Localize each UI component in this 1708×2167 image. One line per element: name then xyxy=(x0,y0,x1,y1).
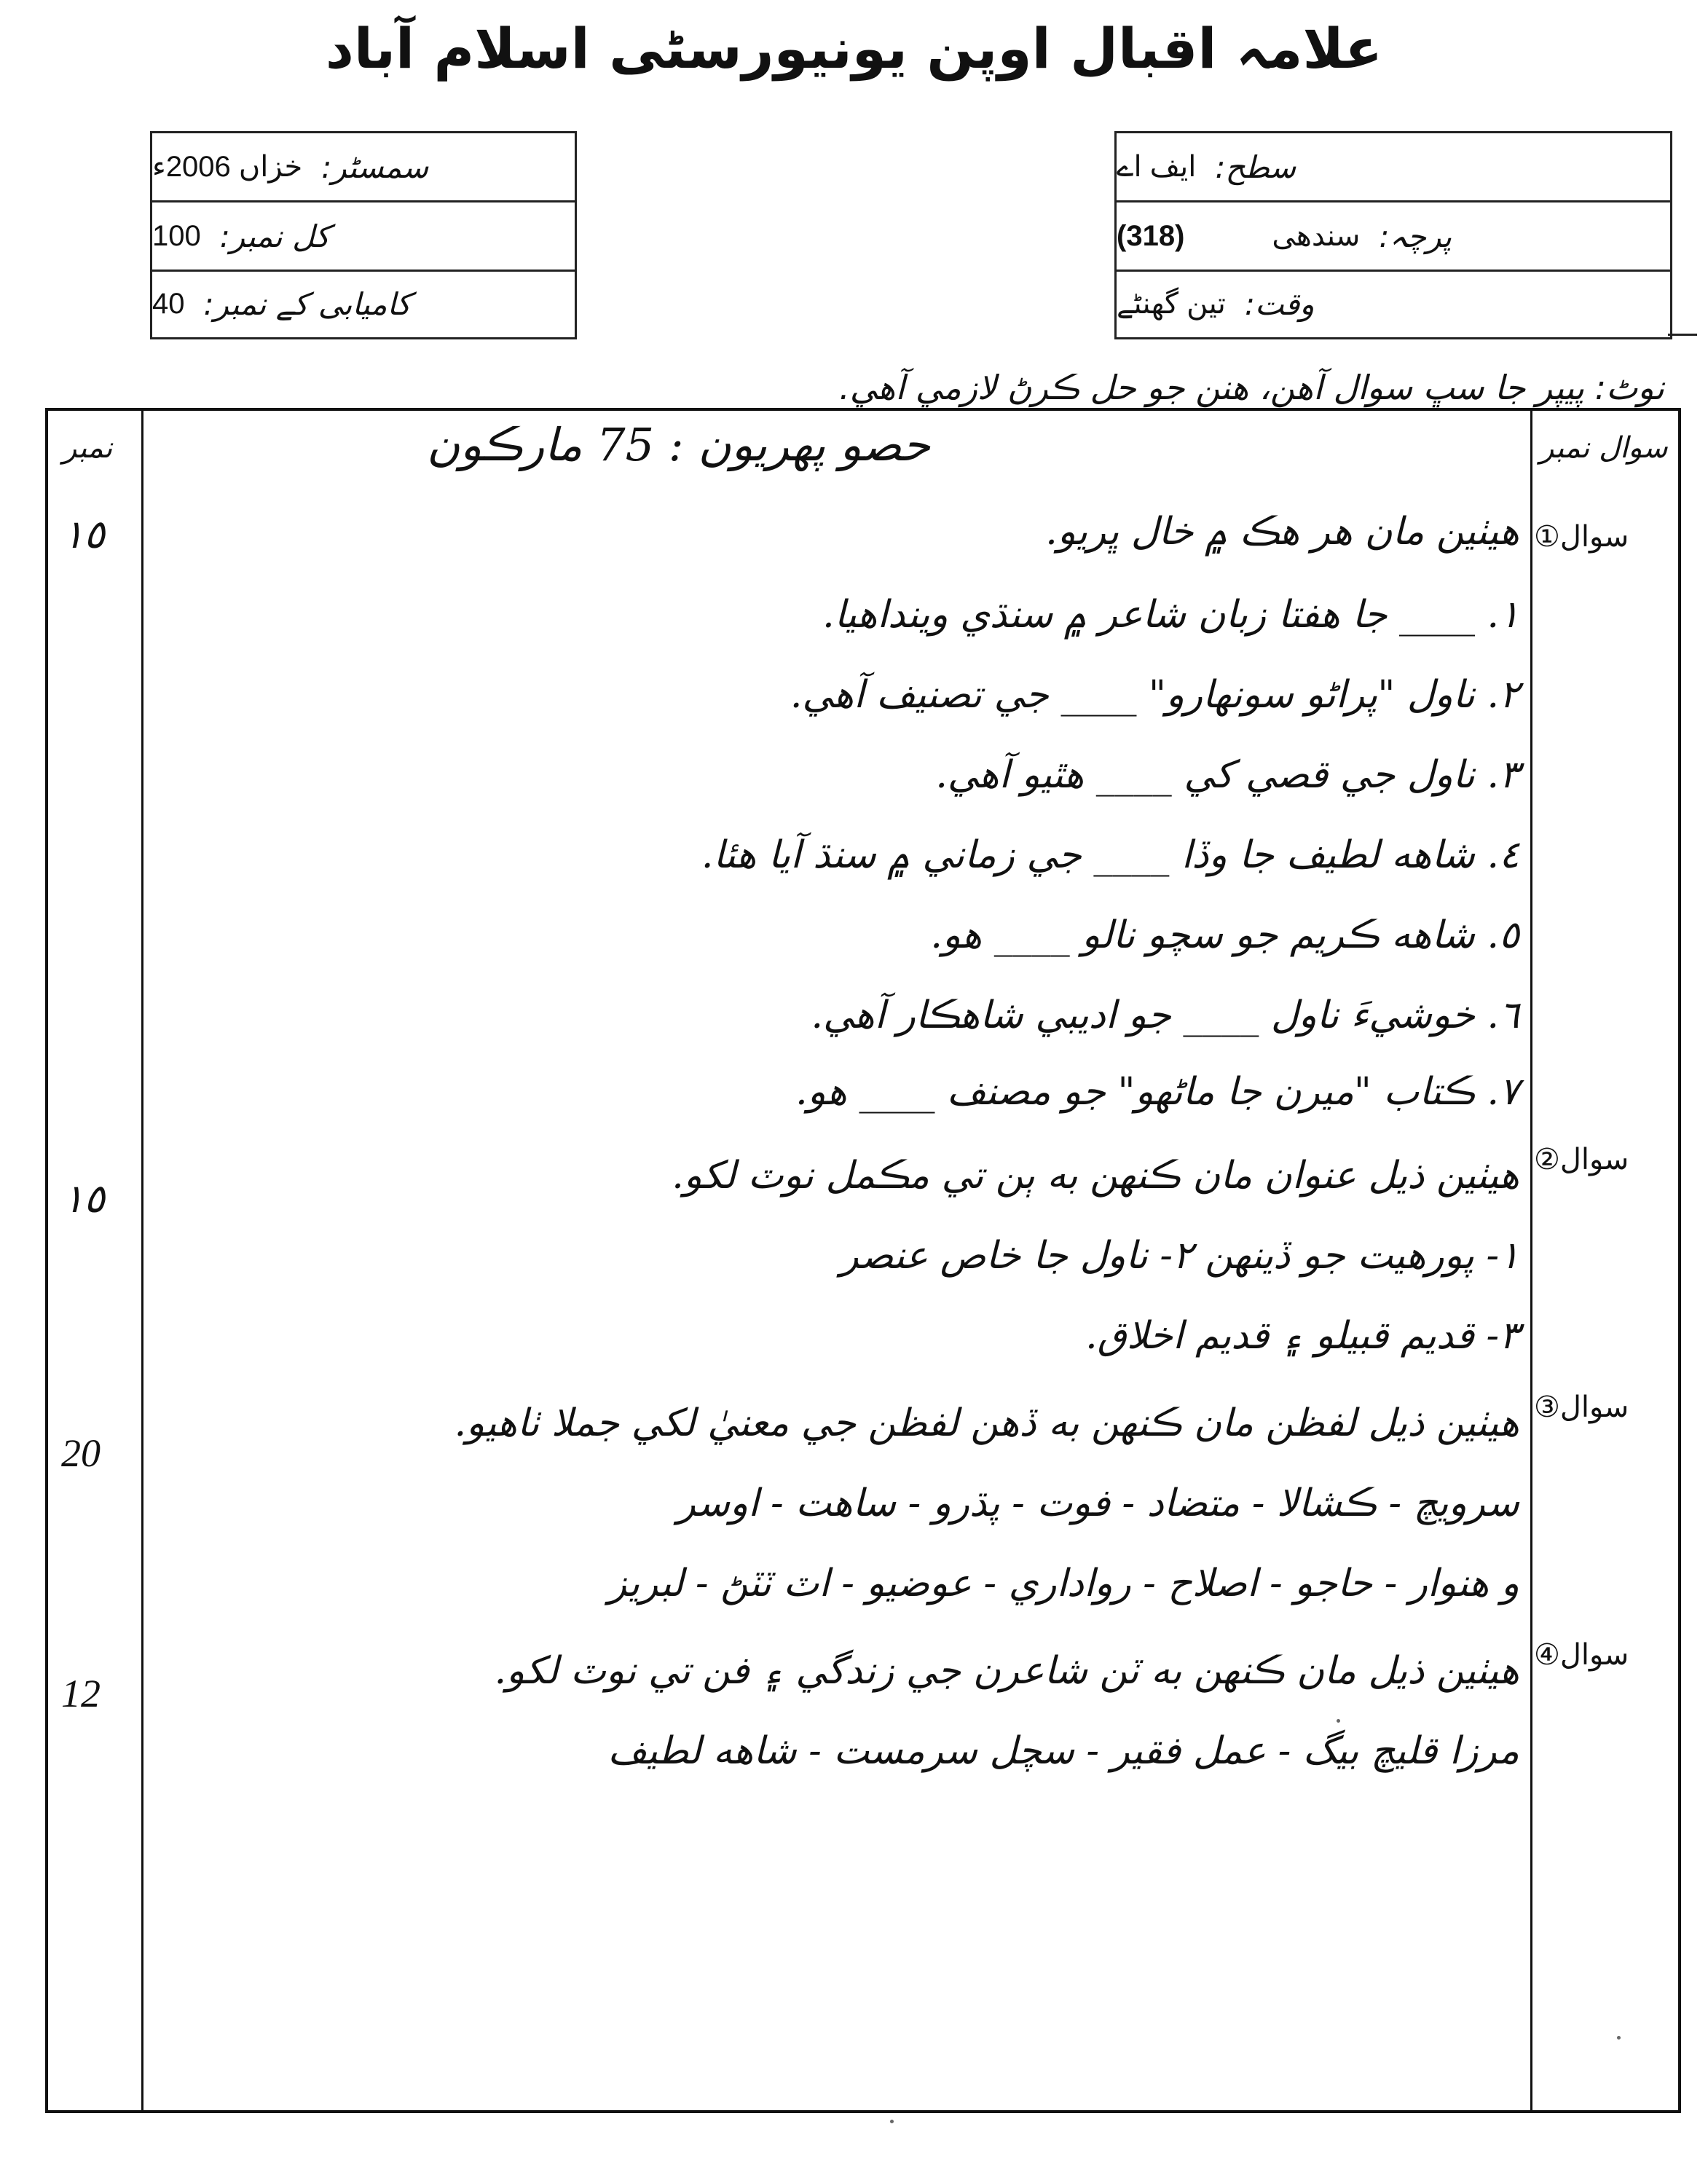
pass-marks-value: 40 xyxy=(152,287,185,320)
exam-info-box-left xyxy=(150,131,577,339)
time-row xyxy=(1117,272,1670,336)
q3-words-1: سرويچ - ڪشالا - متضاد - فوت - پڌرو - ساهت - اوسر xyxy=(677,1482,1519,1525)
question-4-label: سوال④ xyxy=(1534,1638,1629,1672)
q1-item-3: ٣. ناول جي قصي کي ____ هٿيو آهي. xyxy=(935,753,1519,797)
paper-value: سندھی xyxy=(1272,220,1361,252)
pass-marks-row xyxy=(152,272,575,336)
section-title: حصو پهريون : 75 مارڪون xyxy=(427,418,931,471)
question-column-header: سوال نمبر xyxy=(1540,431,1668,465)
questions-table xyxy=(45,408,1681,2113)
total-marks-row xyxy=(152,202,575,270)
time-label: وقت: xyxy=(1244,286,1315,322)
paper-label: پرچہ: xyxy=(1379,218,1452,254)
paper-row xyxy=(1117,202,1670,270)
level-row xyxy=(1117,133,1670,200)
q1-item-5: ٥. شاهه ڪريم جو سچو نالو ____ هو. xyxy=(930,913,1519,957)
semester-value: خزاں 2006ء xyxy=(152,151,303,183)
total-marks-value: 100 xyxy=(152,219,201,252)
paper-code: (318) xyxy=(1117,219,1185,252)
q4-poets: مرزا قليچ بيگ - عمل فقير - سچل سرمست - شاهه لطيف xyxy=(607,1729,1519,1773)
q4-instruction: هيٺين ذيل مان ڪنهن به ٽن شاعرن جي زندگي ۽ فن تي نوٽ لکو. xyxy=(494,1649,1519,1693)
q1-item-4: ٤. شاهه لطيف جا وڏا ____ جي زماني ۾ سنڌ آيا هئا. xyxy=(701,833,1519,877)
semester-label: سمسٹر: xyxy=(321,149,429,185)
time-value: تین گھنٹے xyxy=(1117,288,1226,320)
question-2-marks: ١٥ xyxy=(63,1177,106,1221)
exam-info-box-right xyxy=(1114,131,1672,339)
q2-topics-2: ٣- قديم قبيلو ۽ قديم اخلاق. xyxy=(1085,1314,1519,1358)
level-label: سطح: xyxy=(1215,149,1296,185)
q1-item-1: ١. ____ جا هفتا زبان شاعر ۾ سنڌي وينداهيا. xyxy=(822,593,1519,637)
question-1-label: سوال① xyxy=(1534,520,1629,554)
instruction-note: نوٹ: پيپر جا سڀ سوال آهن، هنن جو حل ڪرڻ لازمي آهي. xyxy=(839,368,1664,407)
pass-marks-label: کامیابی کے نمبر: xyxy=(203,286,412,322)
total-marks-label: کل نمبر: xyxy=(219,218,330,254)
q2-topics-1: ١- پورهيت جو ڏينهن ٢- ناول جا خاص عنصر xyxy=(840,1234,1519,1278)
level-value: ایف اے xyxy=(1117,151,1197,183)
marks-column-header: نمبر xyxy=(63,431,113,465)
q3-words-2: و هنوار - حاجو - اصلاح - رواداري - عوضيو - اٽ ٽٽڻ - لبريز xyxy=(608,1562,1519,1605)
q1-item-7: ٧. ڪتاب "ميرن جا ماڻهو" جو مصنف ____ هو. xyxy=(795,1070,1519,1114)
question-3-label: سوال③ xyxy=(1534,1391,1629,1424)
q1-item-6: ٦. خوشيءَ ناول ____ جو اديبي شاهڪار آهي. xyxy=(811,994,1519,1037)
question-4-marks: 12 xyxy=(61,1672,101,1715)
q2-instruction: هيٺين ذيل عنوان مان ڪنهن به ٻن تي مڪمل نوٽ لکو. xyxy=(672,1154,1519,1197)
question-2-label: سوال② xyxy=(1534,1143,1629,1176)
q3-instruction: هيٺين ذيل لفظن مان ڪنهن به ڏهن لفظن جي معنيٰ لکي جملا ٺاهيو. xyxy=(454,1401,1519,1445)
question-3-marks: 20 xyxy=(61,1431,101,1475)
question-1-marks: ١٥ xyxy=(63,513,106,557)
q1-item-2: ٢. ناول "پراڻو سونهارو" ____ جي تصنيف آهي. xyxy=(790,673,1519,717)
university-title: علامہ اقبال اوپن یونیورسٹی اسلام آباد xyxy=(325,16,1383,81)
q1-instruction: هيٺين مان هر هڪ ۾ خال ڀريو. xyxy=(1045,510,1519,554)
semester-row xyxy=(152,133,575,200)
